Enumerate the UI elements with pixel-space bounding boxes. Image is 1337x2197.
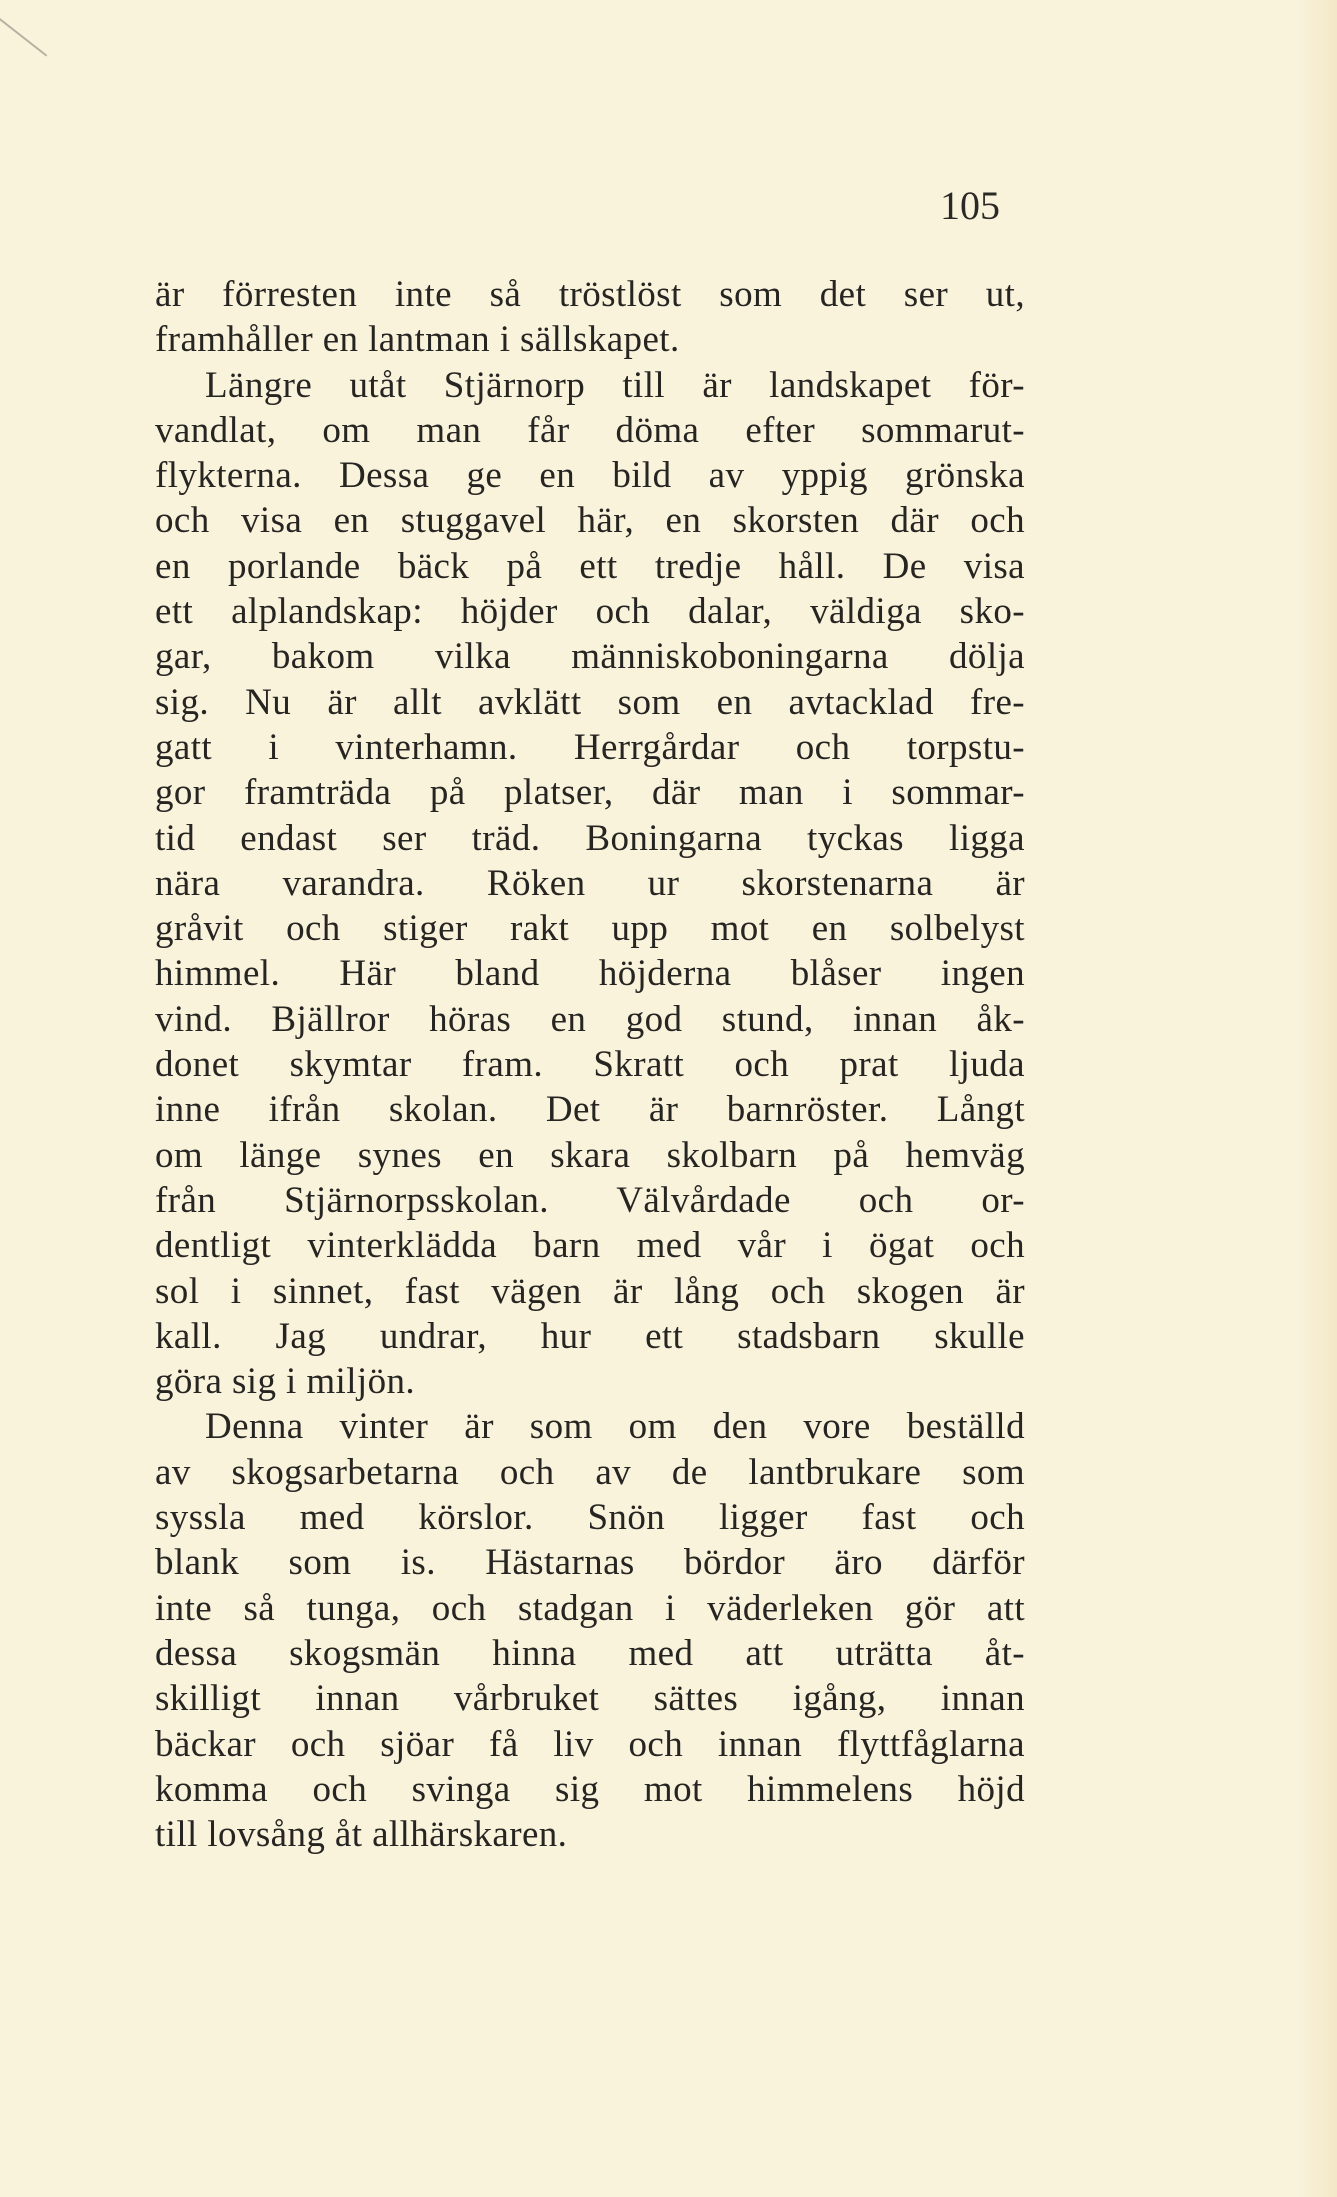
text-line: blank som is. Hästarnas bördor äro därför <box>155 1542 1025 1584</box>
text-line: donet skymtar fram. Skratt och prat ljuda <box>155 1044 1025 1086</box>
text-line: vandlat, om man får döma efter sommarut- <box>155 409 1025 451</box>
text-line: Denna vinter är som om den vore beställd <box>205 1406 1025 1448</box>
text-line: en porlande bäck på ett tredje håll. De visa <box>155 545 1025 587</box>
text-line: göra sig i miljön. <box>155 1361 416 1403</box>
text-line: ett alplandskap: höjder och dalar, väldiga sko- <box>155 591 1025 633</box>
body-text <box>155 272 1025 1857</box>
text-line: kall. Jag undrar, hur ett stadsbarn skulle <box>155 1315 1025 1357</box>
text-line: vind. Bjällror höras en god stund, innan åk- <box>155 998 1025 1040</box>
text-line: Längre utåt Stjärnorp till är landskapet för- <box>205 364 1025 406</box>
text-line: flykterna. Dessa ge en bild av yppig grönska <box>155 455 1025 497</box>
text-line: gar, bakom vilka människoboningarna dölja <box>155 636 1025 678</box>
text-line: om länge synes en skara skolbarn på hemväg <box>155 1134 1025 1176</box>
text-line: nära varandra. Röken ur skorstenarna är <box>155 862 1025 904</box>
text-line: dessa skogsmän hinna med att uträtta åt- <box>155 1632 1025 1674</box>
text-line: gråvit och stiger rakt upp mot en solbelyst <box>155 908 1025 950</box>
text-line: inte så tunga, och stadgan i väderleken gör att <box>155 1587 1025 1629</box>
text-line: inne ifrån skolan. Det är barnröster. Långt <box>155 1089 1025 1131</box>
page-number: 105 <box>940 183 1000 228</box>
text-line: skilligt innan vårbruket sättes igång, innan <box>155 1678 1025 1720</box>
text-line: tid endast ser träd. Boningarna tyckas ligga <box>155 817 1025 859</box>
text-line: framhåller en lantman i sällskapet. <box>155 319 680 361</box>
text-line: till lovsång åt allhärskaren. <box>155 1814 568 1856</box>
text-line: bäckar och sjöar få liv och innan flyttfåglarna <box>155 1723 1025 1765</box>
text-line: himmel. Här bland höjderna blåser ingen <box>155 953 1025 995</box>
corner-fold-mark <box>0 18 47 57</box>
text-line: av skogsarbetarna och av de lantbrukare som <box>155 1451 1025 1493</box>
text-line: från Stjärnorpsskolan. Välvårdade och or- <box>155 1179 1025 1221</box>
text-line: syssla med körslor. Snön ligger fast och <box>155 1497 1025 1539</box>
text-line: komma och svinga sig mot himmelens höjd <box>155 1768 1025 1810</box>
text-line: gatt i vinterhamn. Herrgårdar och torpstu- <box>155 726 1025 768</box>
text-line: sig. Nu är allt avklätt som en avtacklad fre- <box>155 681 1025 723</box>
text-line: är förresten inte så tröstlöst som det ser ut, <box>155 274 1025 315</box>
text-line: gor framträda på platser, där man i sommar- <box>155 772 1025 814</box>
text-line: och visa en stuggavel här, en skorsten där och <box>155 500 1025 542</box>
text-line: sol i sinnet, fast vägen är lång och skogen är <box>155 1270 1025 1312</box>
text-line: dentligt vinterklädda barn med vår i ögat och <box>155 1225 1025 1267</box>
